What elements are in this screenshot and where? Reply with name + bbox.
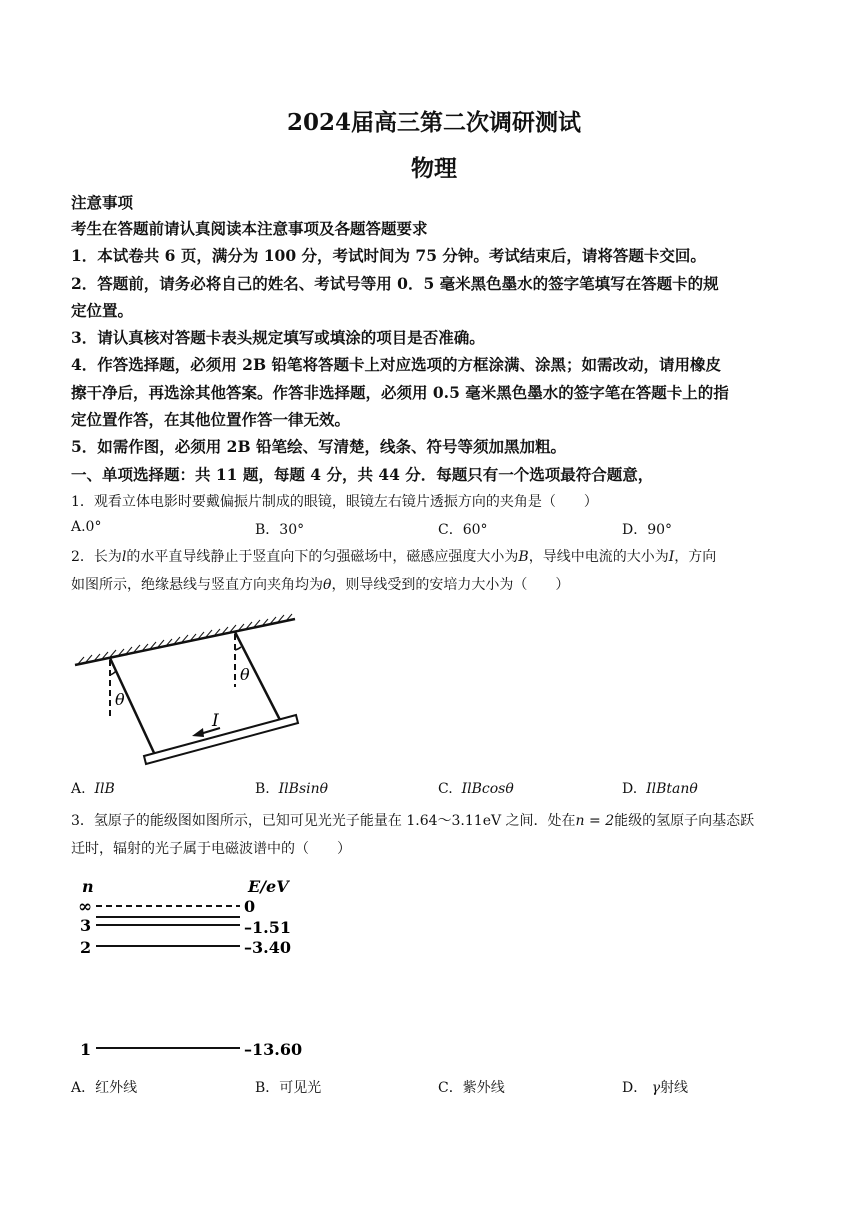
q2-option-c — [438, 781, 514, 797]
q3-option-d — [622, 1077, 688, 1097]
notice-item-4-cont2: 定位置作答，在其他位置作答一律无效。 — [71, 410, 351, 429]
current-label: I — [212, 711, 219, 731]
q3-option-text: 射线 — [660, 1080, 689, 1096]
q2-option-letter: C. — [438, 781, 453, 797]
q2-option-d — [622, 781, 698, 797]
notice-item-2: 2．答题前，请务必将自己的姓名、考试号等用 0．5 毫米黑色墨水的签字笔填写在答题卡的规 — [71, 274, 719, 293]
notice-item-1: 1．本试卷共 6 页，满分为 100 分，考试时间为 75 分钟。考试结束后，请将答题卡交回。 — [71, 246, 706, 265]
q3-var-n: n = 2 — [575, 813, 615, 829]
q2-option-expr: IlBtanθ — [646, 781, 698, 797]
q3-stem-line1 — [71, 810, 754, 830]
notice-item-4: 4．作答选择题，必须用 2B 铅笔将答题卡上对应选项的方框涂满、涂黑；如需改动，请用橡皮 — [71, 355, 721, 374]
q2-figure — [70, 605, 310, 775]
current-arrowhead — [192, 728, 204, 737]
level-e-1: –13.60 — [244, 1040, 303, 1059]
notice-item-3: 3．请认真核对答题卡表头规定填写或填涂的项目是否准确。 — [71, 328, 485, 347]
q3-option-symbol: γ — [651, 1080, 661, 1096]
q2-stem-text: ，导线中电流的大小为 — [528, 549, 669, 565]
notice-intro: 考生在答题前请认真阅读本注意事项及各题答题要求 — [71, 219, 428, 238]
level-e-3: –1.51 — [244, 918, 291, 937]
notice-item-5: 5．如需作图，必须用 2B 铅笔绘、写清楚，线条、符号等须加黑加粗。 — [71, 437, 566, 456]
conducting-rod — [144, 715, 298, 764]
q2-stem-text: 2．长为 — [71, 549, 122, 565]
level-n-3: 3 — [80, 916, 92, 935]
level-n-2: 2 — [80, 938, 92, 957]
q1-stem: 1．观看立体电影时要戴偏振片制成的眼镜，眼镜左右镜片透振方向的夹角是（ ） — [71, 494, 598, 510]
q2-stem-text: ，方向 — [674, 549, 717, 565]
right-angle-label: θ — [240, 665, 250, 684]
q2-option-b — [255, 781, 328, 797]
q3-option-b: B．可见光 — [255, 1080, 322, 1096]
subject-title: 物理 — [411, 155, 457, 182]
q1-option-b: B．30° — [255, 522, 305, 538]
notice-heading: 注意事项 — [71, 193, 134, 212]
q2-stem-text: 如图所示，绝缘悬线与竖直方向夹角均为 — [71, 577, 323, 593]
q2-option-expr: IlB — [94, 781, 115, 797]
n-axis-label: n — [82, 877, 94, 896]
q3-energy-diagram — [72, 872, 312, 1067]
level-n-1: 1 — [80, 1040, 92, 1059]
q2-option-letter: B. — [255, 781, 270, 797]
q2-option-letter: A. — [71, 781, 86, 797]
section1-heading: 一、单项选择题：共 11 题，每题 4 分，共 44 分．每题只有一个选项最符合题意， — [71, 465, 654, 484]
left-angle-label: θ — [115, 690, 125, 709]
q3-stem-text: 3．氢原子的能级图如图所示，已知可见光光子能量在 1.64～3.11eV 之间．处在 — [71, 813, 576, 829]
q2-option-letter: D. — [622, 781, 638, 797]
energy-axis-label: E/eV — [248, 877, 289, 896]
notice-item-2-cont: 定位置。 — [71, 301, 134, 320]
q2-stem-line1 — [71, 546, 716, 566]
q2-option-expr: IlBcosθ — [461, 781, 514, 797]
q1-option-c: C．60° — [438, 522, 488, 538]
q3-stem-text: 能级的氢原子向基态跃 — [614, 813, 755, 829]
level-e-2: –3.40 — [244, 938, 291, 957]
q3-stem-line2: 迁时，辐射的光子属于电磁波谱中的（ ） — [71, 841, 351, 857]
q2-var-b: B — [518, 549, 529, 565]
exam-title: 2024届高三第二次调研测试 — [286, 109, 581, 136]
notice-item-4-cont1: 擦干净后，再选涂其他答案。作答非选择题，必须用 0.5 毫米黑色墨水的签字笔在答题卡上的指 — [71, 383, 729, 402]
q2-option-expr: IlBsinθ — [278, 781, 329, 797]
ceiling-hatch — [78, 614, 292, 664]
q3-option-a: A．红外线 — [71, 1080, 138, 1096]
q3-option-letter: D． — [622, 1080, 648, 1096]
q3-option-c: C．紫外线 — [438, 1080, 505, 1096]
q2-stem-text: ，则导线受到的安培力大小为（ ） — [331, 577, 570, 593]
q1-option-a: A.0° — [71, 519, 102, 535]
level-e-inf: 0 — [244, 897, 256, 916]
q2-var-l: l — [121, 549, 127, 565]
q1-option-d: D．90° — [622, 522, 673, 538]
q2-stem-line2 — [71, 574, 569, 594]
q2-var-i: I — [668, 549, 675, 565]
q2-var-theta: θ — [323, 577, 332, 593]
q2-option-a — [71, 781, 115, 797]
q2-stem-text: 的水平直导线静止于竖直向下的匀强磁场中，磁感应强度大小为 — [126, 549, 519, 565]
level-n-inf: ∞ — [78, 897, 93, 917]
